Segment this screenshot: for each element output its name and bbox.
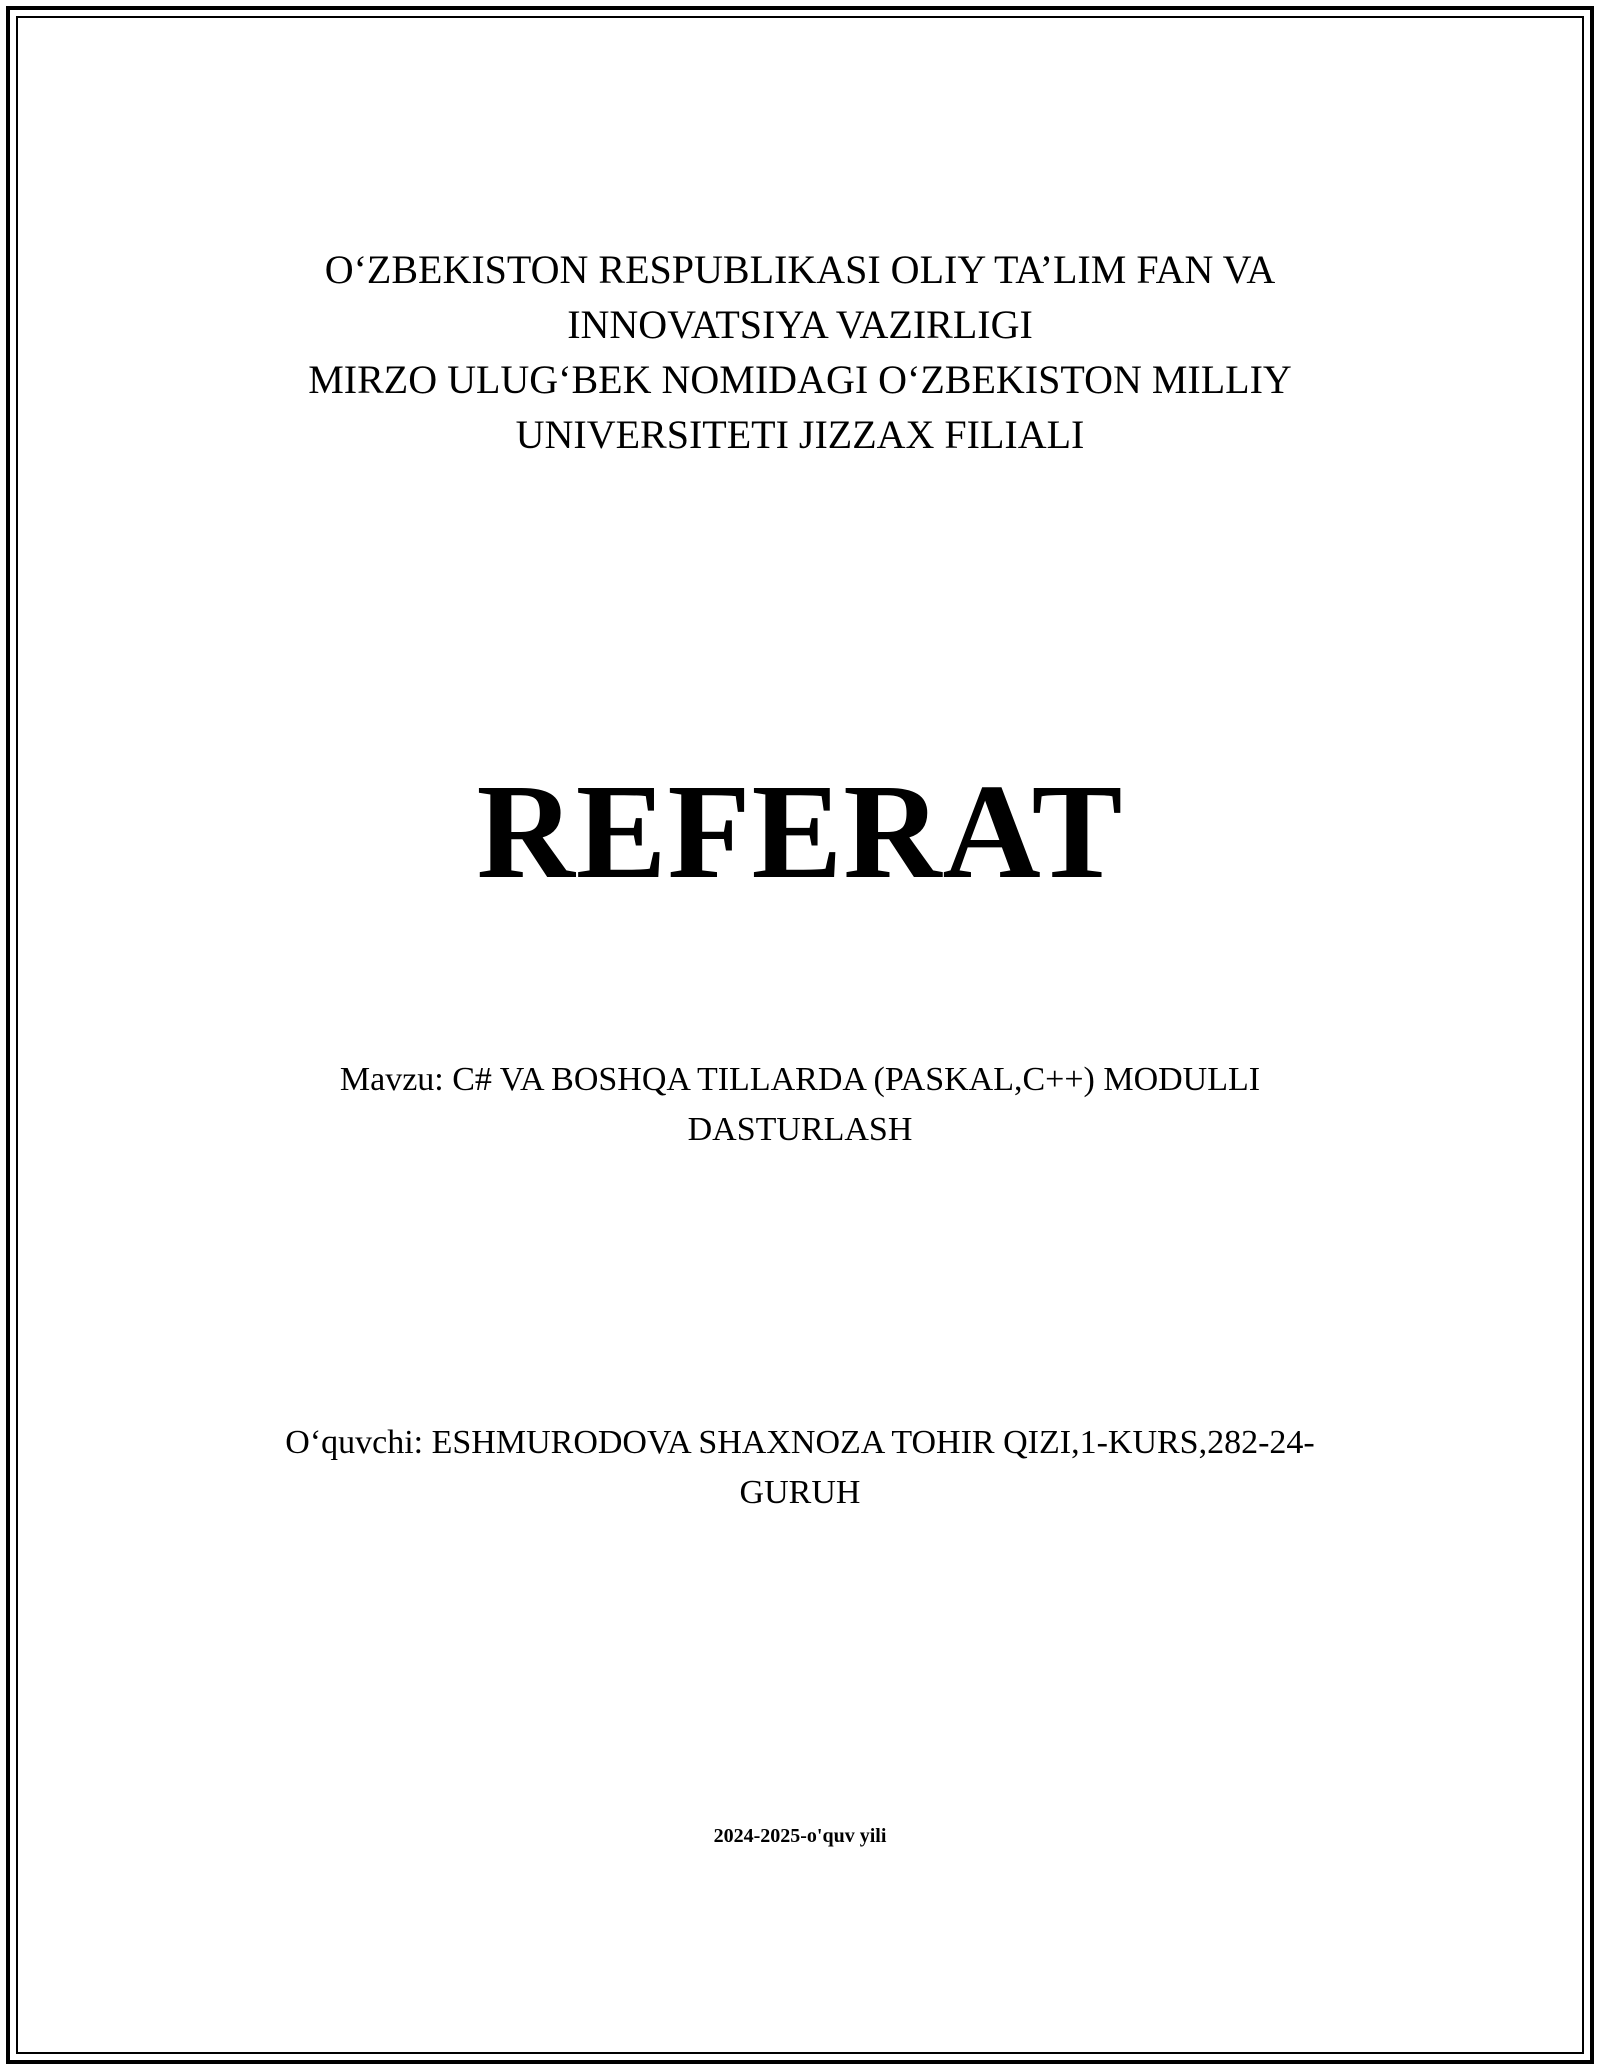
header-line: O‘ZBEKISTON RESPUBLIKASI OLIY TA’LIM FAN VA bbox=[324, 247, 1276, 292]
document-title: REFERAT bbox=[476, 757, 1124, 907]
institution-header bbox=[0, 242, 1600, 462]
academic-year: 2024-2025-o'quv yili bbox=[713, 1825, 887, 1847]
header-line: MIRZO ULUG‘BEK NOMIDAGI O‘ZBEKISTON MILLIY bbox=[308, 357, 1292, 402]
topic-line: DASTURLASH bbox=[687, 1111, 913, 1148]
student-block bbox=[0, 1418, 1600, 1518]
student-line: O‘quvchi: ESHMURODOVA SHAXNOZA TOHIR QIZI,1-KURS,282-24- bbox=[285, 1424, 1315, 1461]
header-line: INNOVATSIYA VAZIRLIGI bbox=[567, 302, 1033, 347]
topic-block bbox=[0, 1055, 1600, 1155]
topic-line: Mavzu: C# VA BOSHQA TILLARDA (PASKAL,C++) MODULLI bbox=[339, 1061, 1261, 1098]
header-line: UNIVERSITETI JIZZAX FILIALI bbox=[515, 412, 1085, 457]
student-line: GURUH bbox=[739, 1474, 861, 1511]
